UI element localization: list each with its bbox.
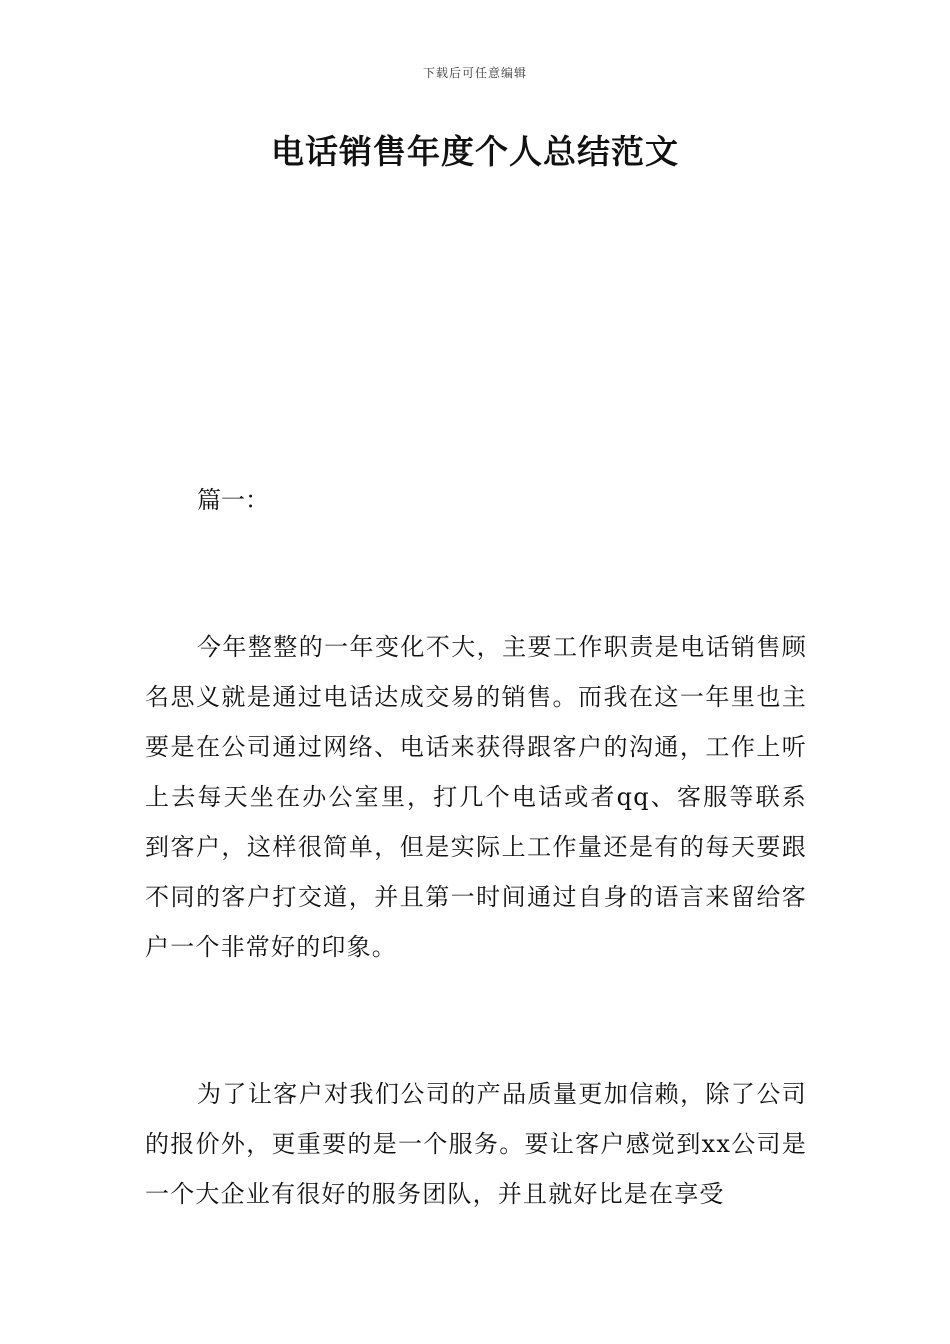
body-paragraph-2: 为了让客户对我们公司的产品质量更加信赖，除了公司的报价外，更重要的是一个服务。要让客户感觉到xx公司是一个大企业有很好的服务团队，并且就好比是在享受: [145, 1080, 807, 1208]
document-title: 电话销售年度个人总结范文: [271, 132, 679, 171]
section-label: 篇一：: [197, 486, 269, 514]
body-paragraph-1: 今年整整的一年变化不大，主要工作职责是电话销售顾名思义就是通过电话达成交易的销售。而我在这一年里也主要是在公司通过网络、电话来获得跟客户的沟通，工作上听上去每天坐在办公室里，打几个电话或者qq、客服等联系到客户，这样很简单，但是实际上工作量还是有的每天要跟不同的客户打交道，并且第一时间通过自身的语言来留给客户一个非常好的印象。: [145, 633, 807, 961]
header-note: 下载后可任意编辑: [422, 66, 527, 80]
